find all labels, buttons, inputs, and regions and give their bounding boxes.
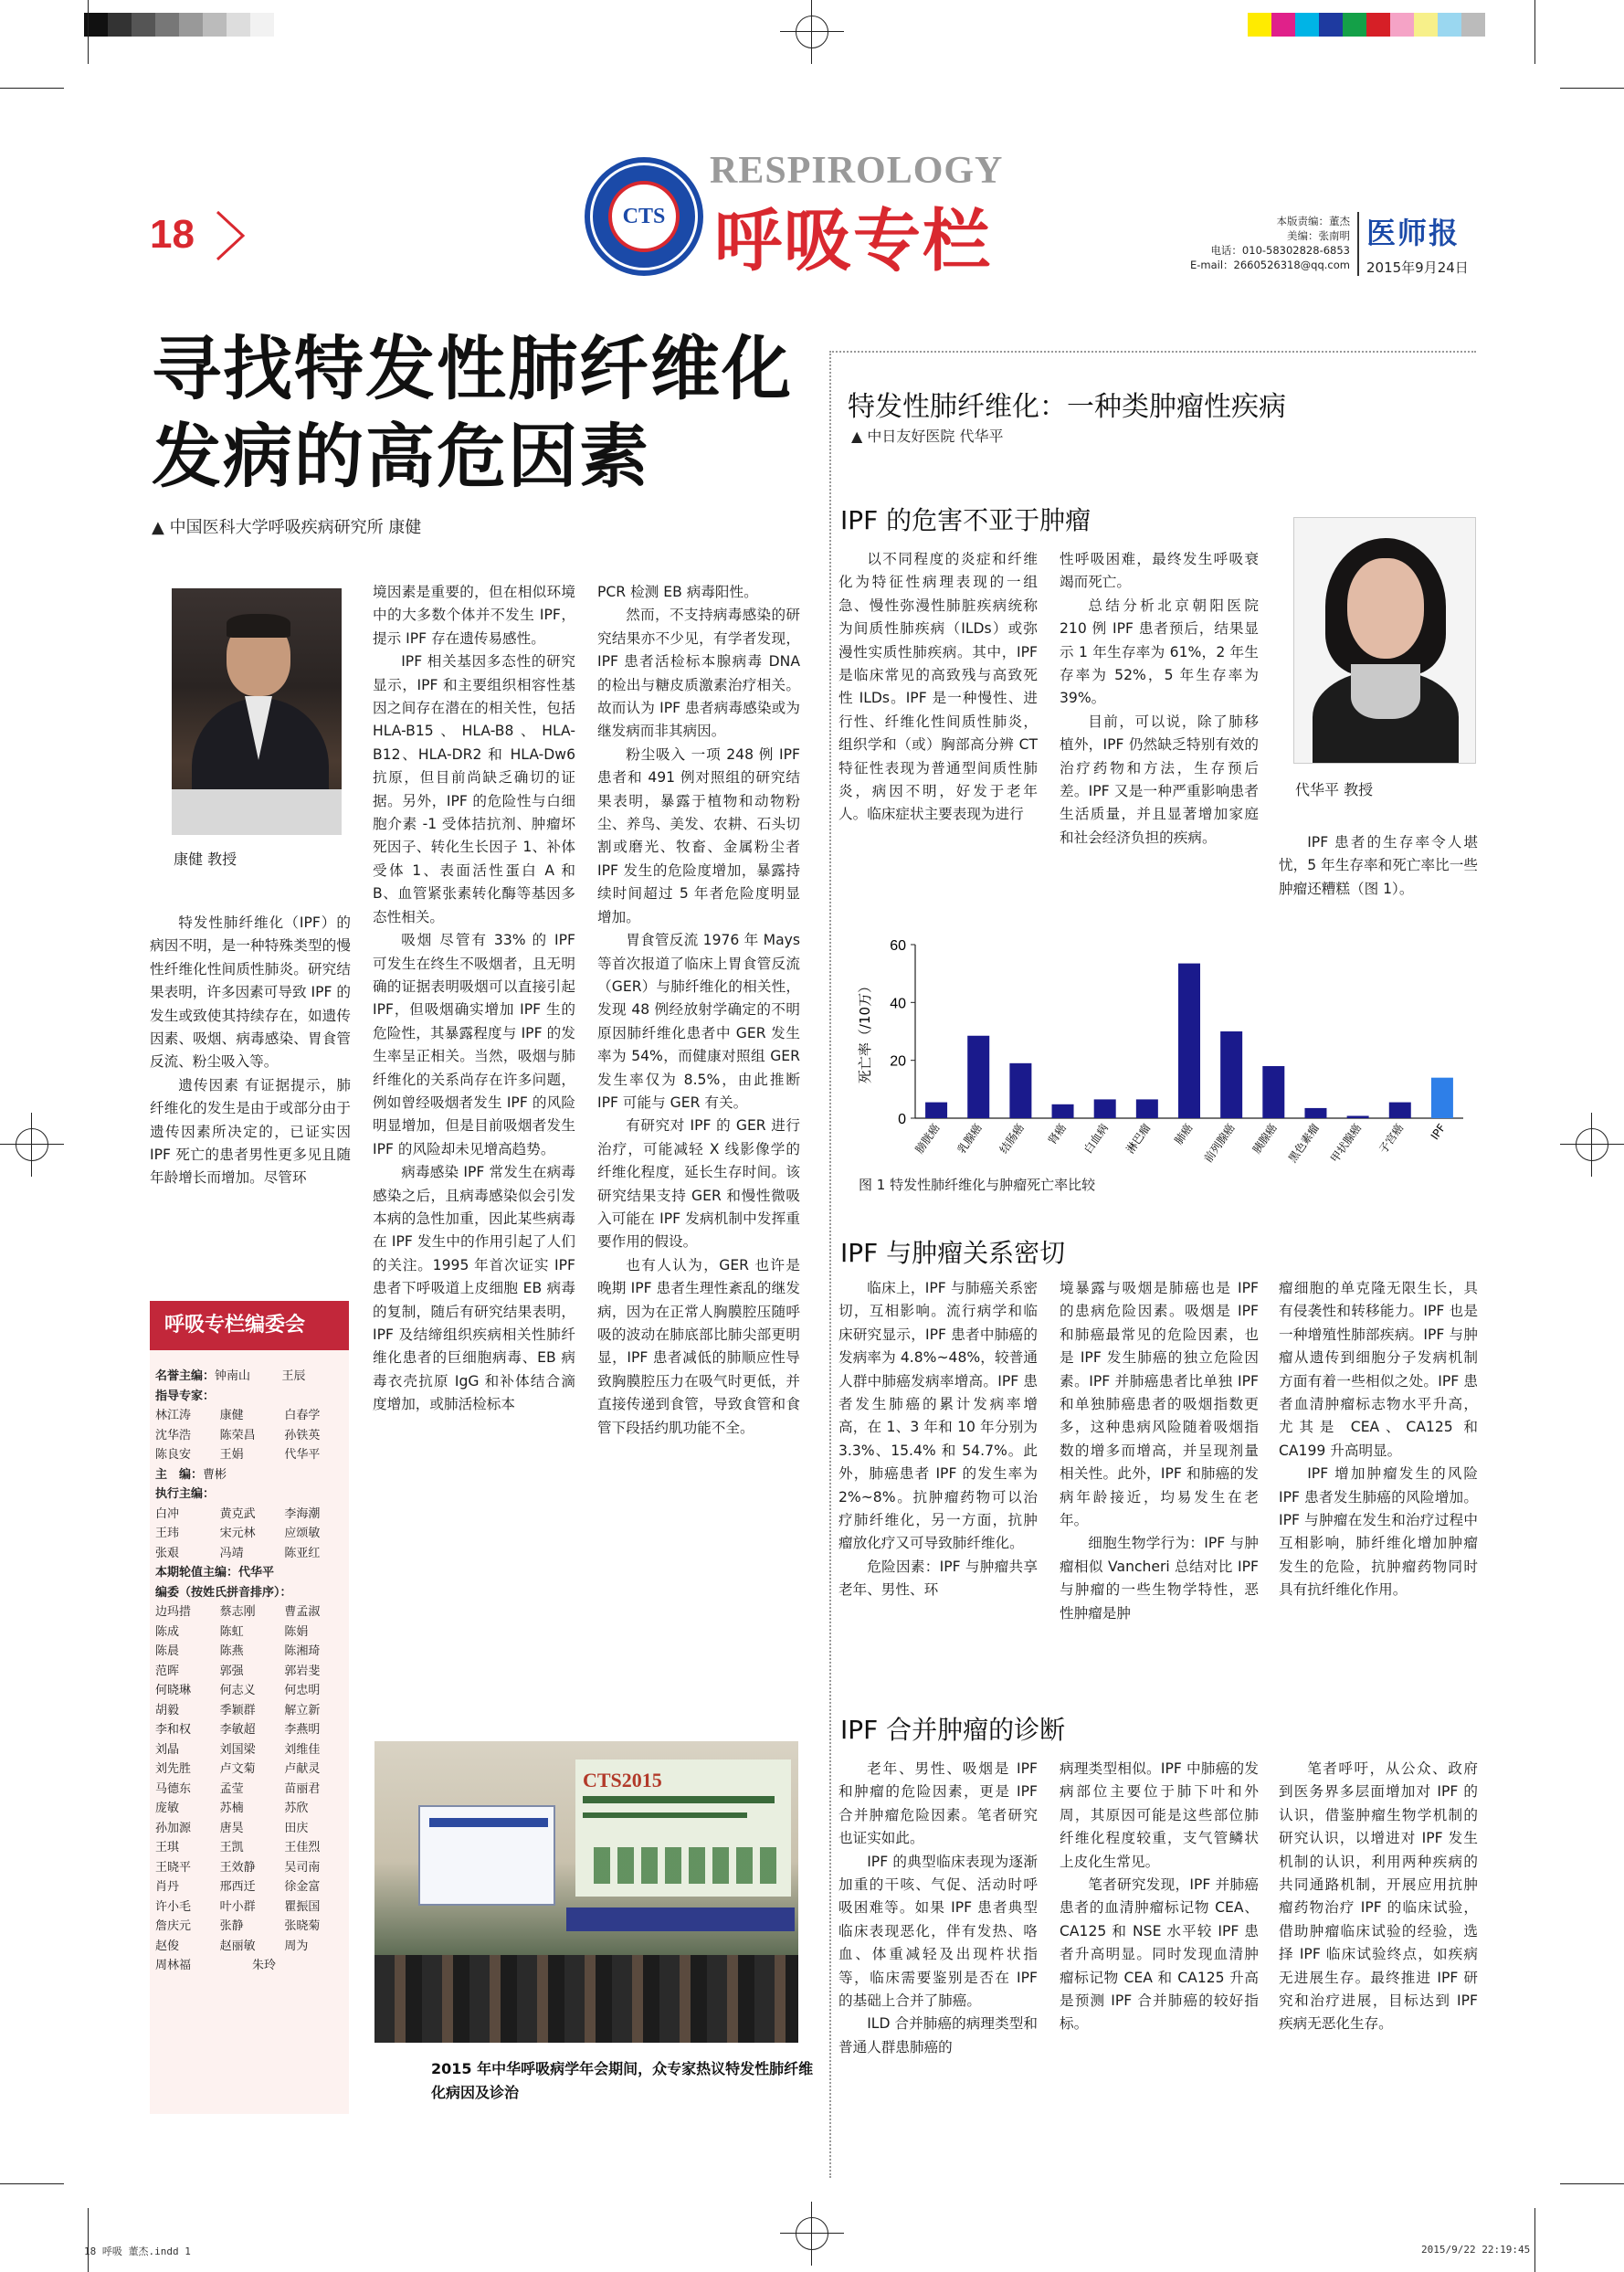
board-member: 沈华浩 bbox=[155, 1428, 192, 1442]
author-photo-kang bbox=[172, 588, 342, 835]
bar-乳腺癌 bbox=[967, 1036, 989, 1118]
section-heading-1: IPF 的危害不亚于肿瘤 bbox=[840, 505, 1091, 535]
conference-photo-caption: 2015 年中华呼吸病学年会期间，众专家热议特发性肺纤维化病因及诊治 bbox=[431, 2060, 814, 2101]
board-row bbox=[155, 1602, 349, 1622]
board-member: 刘国梁 bbox=[219, 1742, 256, 1757]
board-member: 苏楠 bbox=[219, 1802, 244, 1815]
section2-column-2: 境暴露与吸烟是肺癌也是 IPF 的患病危险因素。吸烟是 IPF 和肺癌最常见的危险因素，也是 IPF 发生肺癌的独立危险因素。IPF 并肺癌患者比单独 IPF 和单独肺癌患者的吸烟指数更多，这种患病风险随着吸烟指数的增多而增高，并呈现剂量相关性。此外，IPF 和肺癌的发病年龄接近，均易发生在老年。 细胞生物学行为：IPF 与肿瘤相似 Vancheri 总结对比 IPF 与肿瘤的一些生物学特性，恶性肿瘤是肿 bbox=[1060, 1280, 1259, 1622]
board-row bbox=[155, 1780, 349, 1800]
board-member: 范晖 bbox=[155, 1664, 180, 1678]
board-row bbox=[155, 1445, 349, 1465]
article-column-1: 特发性肺纤维化（IPF）的病因不明，是一种特殊类型的慢性纤维化性间质性肺炎。研究结果表明，许多因素可导致 IPF 的发生或致使其持续存在，如遗传因素、吸烟、病毒感染、胃食管反流、粉尘吸入等。 遗传因素 有证据提示，肺纤维化的发生是由于或部分由于遗传因素所决定的，已证实因 IPF 死亡的患者男性更多见且随年龄增长而增加。尽管环 bbox=[150, 914, 352, 1187]
y-tick-label: 40 bbox=[890, 996, 906, 1012]
board-row bbox=[155, 1662, 349, 1682]
board-member: 宋元林 bbox=[219, 1527, 256, 1540]
board-row bbox=[155, 1681, 349, 1701]
x-tick-label: 肺癌 bbox=[1172, 1121, 1196, 1147]
board-row bbox=[155, 1622, 349, 1643]
x-tick-label: 子宫癌 bbox=[1376, 1121, 1407, 1157]
board-member: 白冲 bbox=[155, 1506, 180, 1521]
x-tick-label: 肾癌 bbox=[1045, 1121, 1069, 1147]
board-member: 詹庆元 bbox=[155, 1919, 192, 1933]
board-member: 许小毛 bbox=[155, 1899, 192, 1914]
board-member: 陈虹 bbox=[219, 1624, 244, 1639]
board-row bbox=[155, 1505, 349, 1525]
board-member: 孙铁英 bbox=[284, 1428, 321, 1442]
board-row bbox=[155, 1956, 349, 1976]
board-row bbox=[155, 1799, 349, 1819]
board-member: 李海潮 bbox=[284, 1506, 321, 1521]
board-row bbox=[155, 1642, 349, 1662]
board-row bbox=[155, 1858, 349, 1878]
bar-胰腺癌 bbox=[1262, 1066, 1284, 1118]
board-member: 徐金富 bbox=[284, 1880, 321, 1894]
board-row bbox=[155, 1583, 349, 1603]
page-number: 18 bbox=[150, 212, 195, 257]
board-member: 卢文菊 bbox=[219, 1762, 256, 1776]
board-member: 王凯 bbox=[219, 1841, 244, 1855]
conference-photo: CTS2015 bbox=[374, 1741, 798, 2043]
board-row bbox=[155, 1367, 349, 1387]
editorial-board-title: 呼吸专栏编委会 bbox=[150, 1301, 349, 1350]
board-label: 名誉主编： bbox=[155, 1369, 216, 1383]
trim-mark bbox=[88, 0, 89, 64]
editor-info: 本版责编：董杰 美编：张南明 电话：010-58302828-6853 E-mail：2660526318@qq.com bbox=[1189, 215, 1350, 271]
board-row bbox=[155, 1720, 349, 1740]
board-member: 蔡志刚 bbox=[219, 1605, 256, 1619]
board-member: 肖丹 bbox=[155, 1880, 180, 1894]
board-member: 陈荣昌 bbox=[219, 1428, 256, 1442]
x-tick-label: 前列腺癌 bbox=[1201, 1121, 1238, 1166]
editorial-board-list bbox=[155, 1367, 349, 1976]
board-member: 何忠明 bbox=[284, 1684, 321, 1697]
board-member: 陈良安 bbox=[155, 1448, 192, 1462]
article-column-3: PCR 检测 EB 病毒阳性。 然而，不支持病毒感染的研究结果亦不少见，有学者发现，IPF 患者活检标本腺病毒 DNA 的检出与糖皮质激素治疗相关。故而认为 IPF 患者病毒感染或为继发病而非其病因。 粉尘吸入 一项 248 例 IPF 患者和 491 例对照组的研究结果表明，暴露于植物和动物粉尘、养鸟、美发、农耕、石头切割或磨光、牧畜、金属粉尘者 IPF 发生的危险度增加，暴露持续时间超过 5 年者危险度明显增加。 胃食管反流 1976 年 Mays 等首次报道了临床上胃食管反流（GER）与肺纤维化的相关性，发现 48 例经放射学确定的不明原因肺纤维化患者中 GER 发生率为 54%，而健康对照组 GER 发生率仅为 8.5%，由此推断 IPF 可能与 GER 有关。 有研究对 IPF 的 GER 进行治疗，可能减轻 X 线影像学的纤维化程度，延长生存时间。该研究结果支持 GER 和慢性微吸入可能在 IPF 发病机制中发挥重要作用的假设。 也有人认为，GER 也许是晚期 IPF 患者生理性紊乱的继发病，因为在正常人胸膜腔压随呼吸的波动在肺底部比肺尖部更明显，IPF 患者减低的肺顺应性导致胸膜腔压力在吸气时更低，并直接传递到食管，导致食管和食管下段括约肌功能不全。 bbox=[597, 584, 800, 1436]
x-tick-label: 甲状腺癌 bbox=[1328, 1121, 1365, 1166]
article-column-2: 境因素是重要的，但在相似环境中的大多数个体并不发生 IPF，提示 IPF 存在遗传易感性。 IPF 相关基因多态性的研究显示，IPF 和主要组织相容性基因之间存在潜在的相关性，包括 HLA-B15、HLA-B8、HLA-B12、HLA-DR2 和 HLA-Dw6 抗原，但目前尚缺乏确切的证据。另外，IPF 的危险性与白细胞介素 -1 受体拮抗剂、肿瘤坏死因子、转化生长因子 1、补体受体 1、表面活性蛋白 A 和 B、血管紧张素转化酶等基因多态性相关。 吸烟 尽管有 33% 的 IPF 可发生在终生不吸烟者，且无明确的证据表明吸烟可以直接引起 IPF，但吸烟确实增加 IPF 生的危险性，其暴露程度与 IPF 的发生率呈正相关。当然，吸烟与肺纤维化的关系尚存在许多问题，例如曾经吸烟者发生 IPF 的风险明显增加，但是目前吸烟者发生 IPF 的风险却未见增高趋势。 病毒感染 IPF 常发生在病毒感染之后，且病毒感染似会引发本病的急性加重，因此某些病毒在 IPF 发生中的作用引起了人们的关注。1995 年首次证实 IPF 患者下呼吸道上皮细胞 EB 病毒的复制，随后有研究结果表明，IPF 及结缔组织疾病相关性肺纤维化患者的巨细胞病毒、EB 病毒衣壳抗原 IgG 和补体结合滴度增加，或肺活检标本 bbox=[373, 584, 575, 1413]
x-tick-label: 结肠癌 bbox=[997, 1121, 1027, 1157]
board-member: 周林福 bbox=[155, 1959, 192, 1972]
board-row bbox=[155, 1485, 349, 1505]
masthead-divider bbox=[1357, 212, 1359, 276]
board-label: 主 编： bbox=[155, 1467, 204, 1482]
bar-前列腺癌 bbox=[1220, 1031, 1242, 1118]
board-member: 孙加源 bbox=[155, 1821, 192, 1835]
trim-mark bbox=[1534, 2208, 1535, 2272]
section3-column-2: 病理类型相似。IPF 中肺癌的发病部位主要位于肺下叶和外周，其原因可能是这些部位肺纤维化程度较重，支气管鳞状上皮化生常见。 笔者研究发现，IPF 并肺癌患者的血清肿瘤标记物 CEA、CA125 和 NSE 水平较 IPF 患者升高明显。同时发现血清肿瘤标记物 CEA 和 CA125 升高是预测 IPF 合并肺癌的较好指标。 bbox=[1060, 1760, 1259, 2033]
board-member: 叶小群 bbox=[219, 1899, 256, 1914]
trim-mark bbox=[1560, 2183, 1624, 2184]
board-member: 赵俊 bbox=[155, 1939, 180, 1953]
x-tick-label: 胰腺癌 bbox=[1250, 1121, 1280, 1157]
bar-肾癌 bbox=[1052, 1104, 1074, 1118]
bar-黑色素瘤 bbox=[1304, 1108, 1326, 1118]
board-member: 赵丽敏 bbox=[219, 1939, 256, 1953]
board-row bbox=[155, 1877, 349, 1897]
board-member: 康健 bbox=[219, 1409, 244, 1422]
issue-date: 2015年9月24日 bbox=[1366, 259, 1469, 276]
section1-column-1: 以不同程度的炎症和纤维化为特征性病理表现的一组急、慢性弥漫性肺脏疾病统称为间质性肺疾病（ILDs）或弥漫性实质性肺疾病。其中，IPF 是临床常见的高致残与高致死性 ILDs。IPF 是一种慢性、进行性、纤维化性间质性肺炎，组织学和（或）胸部高分辨 CT 特征性表现为普通型间质性肺炎，病因不明，好发于老年人。临床症状主要表现为进行 bbox=[838, 551, 1038, 823]
bar-结肠癌 bbox=[1009, 1063, 1031, 1118]
board-member: 陈湘琦 bbox=[284, 1644, 321, 1658]
board-row bbox=[155, 1759, 349, 1780]
section-heading-3: IPF 合并肿瘤的诊断 bbox=[840, 1715, 1066, 1745]
board-row bbox=[155, 1819, 349, 1839]
board-member: 李和权 bbox=[155, 1723, 192, 1737]
bar-甲状腺癌 bbox=[1347, 1115, 1369, 1118]
trim-mark bbox=[0, 2183, 64, 2184]
board-member: 周为 bbox=[284, 1939, 309, 1953]
board-member: 王娟 bbox=[219, 1448, 244, 1462]
board-member: 孟莹 bbox=[219, 1781, 244, 1796]
board-member: 卢献灵 bbox=[284, 1762, 321, 1776]
cts-logo: CTS bbox=[585, 157, 703, 276]
board-member: 马德东 bbox=[155, 1781, 192, 1796]
bar-IPF bbox=[1431, 1078, 1453, 1118]
board-row bbox=[155, 1544, 349, 1564]
bar-肺癌 bbox=[1178, 964, 1200, 1118]
right-article-border bbox=[829, 351, 1476, 353]
section3-column-1: 老年、男性、吸烟是 IPF 和肿瘤的危险因素，更是 IPF 合并肿瘤危险因素。笔者研究也证实如此。 IPF 的典型临床表现为逐渐加重的干咳、气促、活动时呼吸困难等。如果 IPF 患者典型临床表现恶化，伴有发热、咯血、体重减轻及出现杵状指等，临床需要鉴别是否在 IPF 的基础上合并了肺癌。 ILD 合并肺癌的病理类型和普通人群患肺癌的 bbox=[838, 1760, 1038, 2055]
board-member: 解立新 bbox=[284, 1703, 321, 1717]
board-row bbox=[155, 1524, 349, 1544]
board-member: 吴司南 bbox=[284, 1860, 321, 1875]
author-photo-dai bbox=[1293, 517, 1476, 764]
board-row bbox=[155, 1701, 349, 1721]
board-member: 钟南山 bbox=[215, 1369, 251, 1383]
masthead-logo: 医师报 bbox=[1366, 216, 1461, 250]
board-member: 陈燕 bbox=[219, 1644, 244, 1658]
bar-淋巴瘤 bbox=[1136, 1099, 1158, 1118]
board-member: 瞿振国 bbox=[284, 1899, 321, 1914]
x-tick-label: 淋巴瘤 bbox=[1123, 1121, 1154, 1157]
footer-timestamp: 2015/9/22 22:19:45 bbox=[1421, 2244, 1531, 2256]
board-member: 何晓琳 bbox=[155, 1684, 192, 1697]
section1-column-2: 性呼吸困难，最终发生呼吸衰竭而死亡。 总结分析北京朝阳医院 210 例 IPF 患者预后，结果显示 1 年生存率为 61%，2 年生存率为 52%，5 年生存率为 39%。 目前，可以说，除了肺移植外，IPF 仍然缺乏特别有效的治疗药物和方法，生存预后差。IPF 又是一种严重影响患者生活质量，并且显著增加家庭和社会经济负担的疾病。 bbox=[1060, 551, 1259, 846]
y-tick-label: 0 bbox=[898, 1112, 906, 1127]
board-member: 冯靖 bbox=[219, 1546, 244, 1560]
board-member: 陈亚红 bbox=[284, 1546, 321, 1560]
board-member: 庞敏 bbox=[155, 1802, 180, 1815]
board-member: 唐昊 bbox=[219, 1821, 244, 1835]
board-member: 刘先胜 bbox=[155, 1762, 192, 1776]
section1-column-3: IPF 患者的生存率令人堪忧，5 年生存率和死亡率比一些肿瘤还糟糕（图 1）。 bbox=[1279, 834, 1478, 897]
section2-column-1: 临床上，IPF 与肺癌关系密切，互相影响。流行病学和临床研究显示，IPF 患者中肺癌的发病率为 4.8%~48%，较普通人群中肺癌发病率增高。IPF 患者发生肺癌的累计发病率增高，在 1、3 年和 10 年分别为 3.3%、15.4% 和 54.7%。此外，肺癌患者 IPF 的发生率为 2%~8%。抗肿瘤药物可以治疗肺纤维化，另一方面，抗肿瘤放化疗又可导致肺纤维化。 危险因素：IPF 与肿瘤共享 老年、男性、环 bbox=[838, 1280, 1038, 1599]
board-member: 代华平 bbox=[284, 1448, 321, 1462]
bar-白血病 bbox=[1094, 1099, 1116, 1118]
trim-mark bbox=[0, 88, 64, 89]
board-member: 李燕明 bbox=[284, 1723, 321, 1737]
board-member: 王晓平 bbox=[155, 1860, 192, 1875]
board-member: 曹孟淑 bbox=[284, 1605, 321, 1619]
section2-column-3: 瘤细胞的单克隆无限生长，具有侵袭性和转移能力。IPF 也是一种增殖性肺部疾病。IPF 与肿瘤从遗传到细胞分子发病机制方面有着一些相似之处。IPF 患者血清肿瘤标志物水平升高，尤其是 CEA、CA125 和 CA199 升高明显。 IPF 增加肿瘤发生的风险 IPF 患者发生肺癌的风险增加。IPF 与肿瘤在发生和治疗过程中互相影响，肺纤维化增加肿瘤发生的危险，抗肿瘤药物同时具有抗纤维化作用。 bbox=[1279, 1280, 1478, 1599]
board-member: 李敏超 bbox=[219, 1723, 256, 1737]
y-axis-label: 死亡率（/10万） bbox=[857, 978, 873, 1084]
article-headline: 寻找特发性肺纤维化 发病的高危因素 bbox=[152, 328, 793, 497]
board-member: 曹彬 bbox=[203, 1467, 227, 1482]
crosshair-left bbox=[0, 1113, 64, 1177]
board-member: 边玛措 bbox=[155, 1605, 192, 1619]
column-title: 呼吸专栏 bbox=[714, 202, 992, 280]
y-tick-label: 20 bbox=[890, 1053, 906, 1070]
trim-mark bbox=[88, 2208, 89, 2272]
board-member: 王效静 bbox=[219, 1860, 256, 1875]
board-row bbox=[155, 1937, 349, 1957]
board-label: 执行主编： bbox=[155, 1487, 216, 1501]
figure-caption: 图 1 特发性肺纤维化与肿瘤死亡率比较 bbox=[859, 1177, 1096, 1193]
mortality-chart bbox=[849, 932, 1480, 1206]
board-member: 季颖群 bbox=[219, 1703, 256, 1717]
x-tick-label: 膀胱癌 bbox=[912, 1121, 943, 1157]
board-member: 刘维佳 bbox=[284, 1742, 321, 1757]
photo-caption: 康健 教授 bbox=[174, 851, 237, 868]
board-member: 陈成 bbox=[155, 1624, 180, 1639]
board-member: 邢西迁 bbox=[219, 1880, 256, 1894]
board-member: 郭强 bbox=[219, 1664, 244, 1678]
bar-膀胱癌 bbox=[925, 1103, 947, 1118]
board-row bbox=[155, 1406, 349, 1426]
y-tick-label: 60 bbox=[890, 938, 906, 954]
mortality-bar-chart bbox=[849, 932, 1480, 1171]
chevron-right-icon bbox=[212, 208, 248, 263]
board-member: 张艰 bbox=[155, 1546, 180, 1560]
board-row bbox=[155, 1838, 349, 1858]
board-member: 胡毅 bbox=[155, 1703, 180, 1717]
board-member: 王琪 bbox=[155, 1841, 180, 1855]
trim-mark bbox=[1560, 88, 1624, 89]
board-member: 林江涛 bbox=[155, 1409, 192, 1422]
footer-file-info: 18 呼吸 董杰.indd 1 bbox=[84, 2246, 191, 2257]
bar-子宫癌 bbox=[1389, 1103, 1411, 1118]
crosshair-bottom bbox=[780, 2202, 844, 2266]
board-row bbox=[155, 1740, 349, 1760]
board-row bbox=[155, 1387, 349, 1407]
right-article-byline: ▲ 中日友好医院 代华平 bbox=[851, 428, 1004, 445]
section3-column-3: 笔者呼吁，从公众、政府到医务界多层面增加对 IPF 的认识，借鉴肿瘤生物学机制的研究认识，以增进对 IPF 发生机制的认识，利用两种疾病的共同通路机制，开展应用抗肿瘤药物治疗 IPF 的临床试验，借助肿瘤临床试验的经验，选择 IPF 临床试验终点，如疾病无进展生存。最终推进 IPF 研究和治疗进展，目标达到 IPF 疾病无恶化生存。 bbox=[1279, 1760, 1478, 2033]
x-tick-label: 黑色素瘤 bbox=[1285, 1121, 1322, 1166]
crosshair-right bbox=[1560, 1113, 1624, 1177]
respirology-label: RESPIROLOGY bbox=[710, 150, 1004, 192]
x-tick-label: 白血病 bbox=[1081, 1121, 1112, 1157]
board-member: 白春学 bbox=[284, 1409, 321, 1422]
registration-bar-color bbox=[1248, 13, 1485, 37]
trim-mark bbox=[1534, 0, 1535, 64]
board-member: 张静 bbox=[219, 1919, 244, 1933]
board-member: 张晓菊 bbox=[284, 1919, 321, 1933]
board-member: 王佳烈 bbox=[284, 1841, 321, 1855]
x-tick-label: 乳腺癌 bbox=[954, 1121, 985, 1157]
board-member: 苏欣 bbox=[284, 1802, 309, 1815]
x-tick-label: IPF bbox=[1428, 1121, 1449, 1143]
right-article-title: 特发性肺纤维化：一种类肿瘤性疾病 bbox=[848, 391, 1286, 423]
board-member: 朱玲 bbox=[252, 1959, 277, 1972]
board-row bbox=[155, 1917, 349, 1937]
board-row bbox=[155, 1897, 349, 1918]
board-member: 郭岩斐 bbox=[284, 1664, 321, 1678]
board-member: 刘晶 bbox=[155, 1742, 180, 1757]
board-label: 本期轮值主编：代华平 bbox=[155, 1566, 275, 1580]
crosshair-top bbox=[780, 0, 844, 64]
board-member: 陈娟 bbox=[284, 1624, 309, 1639]
board-member: 何志义 bbox=[219, 1684, 256, 1697]
registration-bar-gray bbox=[84, 13, 274, 37]
board-member: 田庆 bbox=[284, 1821, 309, 1835]
board-member: 王辰 bbox=[281, 1369, 306, 1383]
board-member: 苗丽君 bbox=[284, 1781, 321, 1796]
board-row bbox=[155, 1563, 349, 1583]
board-label: 编委（按姓氏拼音排序）： bbox=[155, 1585, 292, 1600]
right-article-border bbox=[829, 351, 831, 2178]
photo-caption: 代华平 教授 bbox=[1295, 781, 1374, 798]
board-row bbox=[155, 1426, 349, 1446]
article-byline: ▲ 中国医科大学呼吸疾病研究所 康健 bbox=[152, 518, 422, 537]
board-row bbox=[155, 1465, 349, 1485]
board-label: 指导专家： bbox=[155, 1389, 216, 1403]
section-heading-2: IPF 与肿瘤关系密切 bbox=[840, 1238, 1066, 1268]
board-member: 黄克武 bbox=[219, 1506, 256, 1521]
board-member: 陈晨 bbox=[155, 1644, 180, 1658]
board-member: 应颂敏 bbox=[284, 1527, 321, 1540]
board-member: 王玮 bbox=[155, 1527, 180, 1540]
